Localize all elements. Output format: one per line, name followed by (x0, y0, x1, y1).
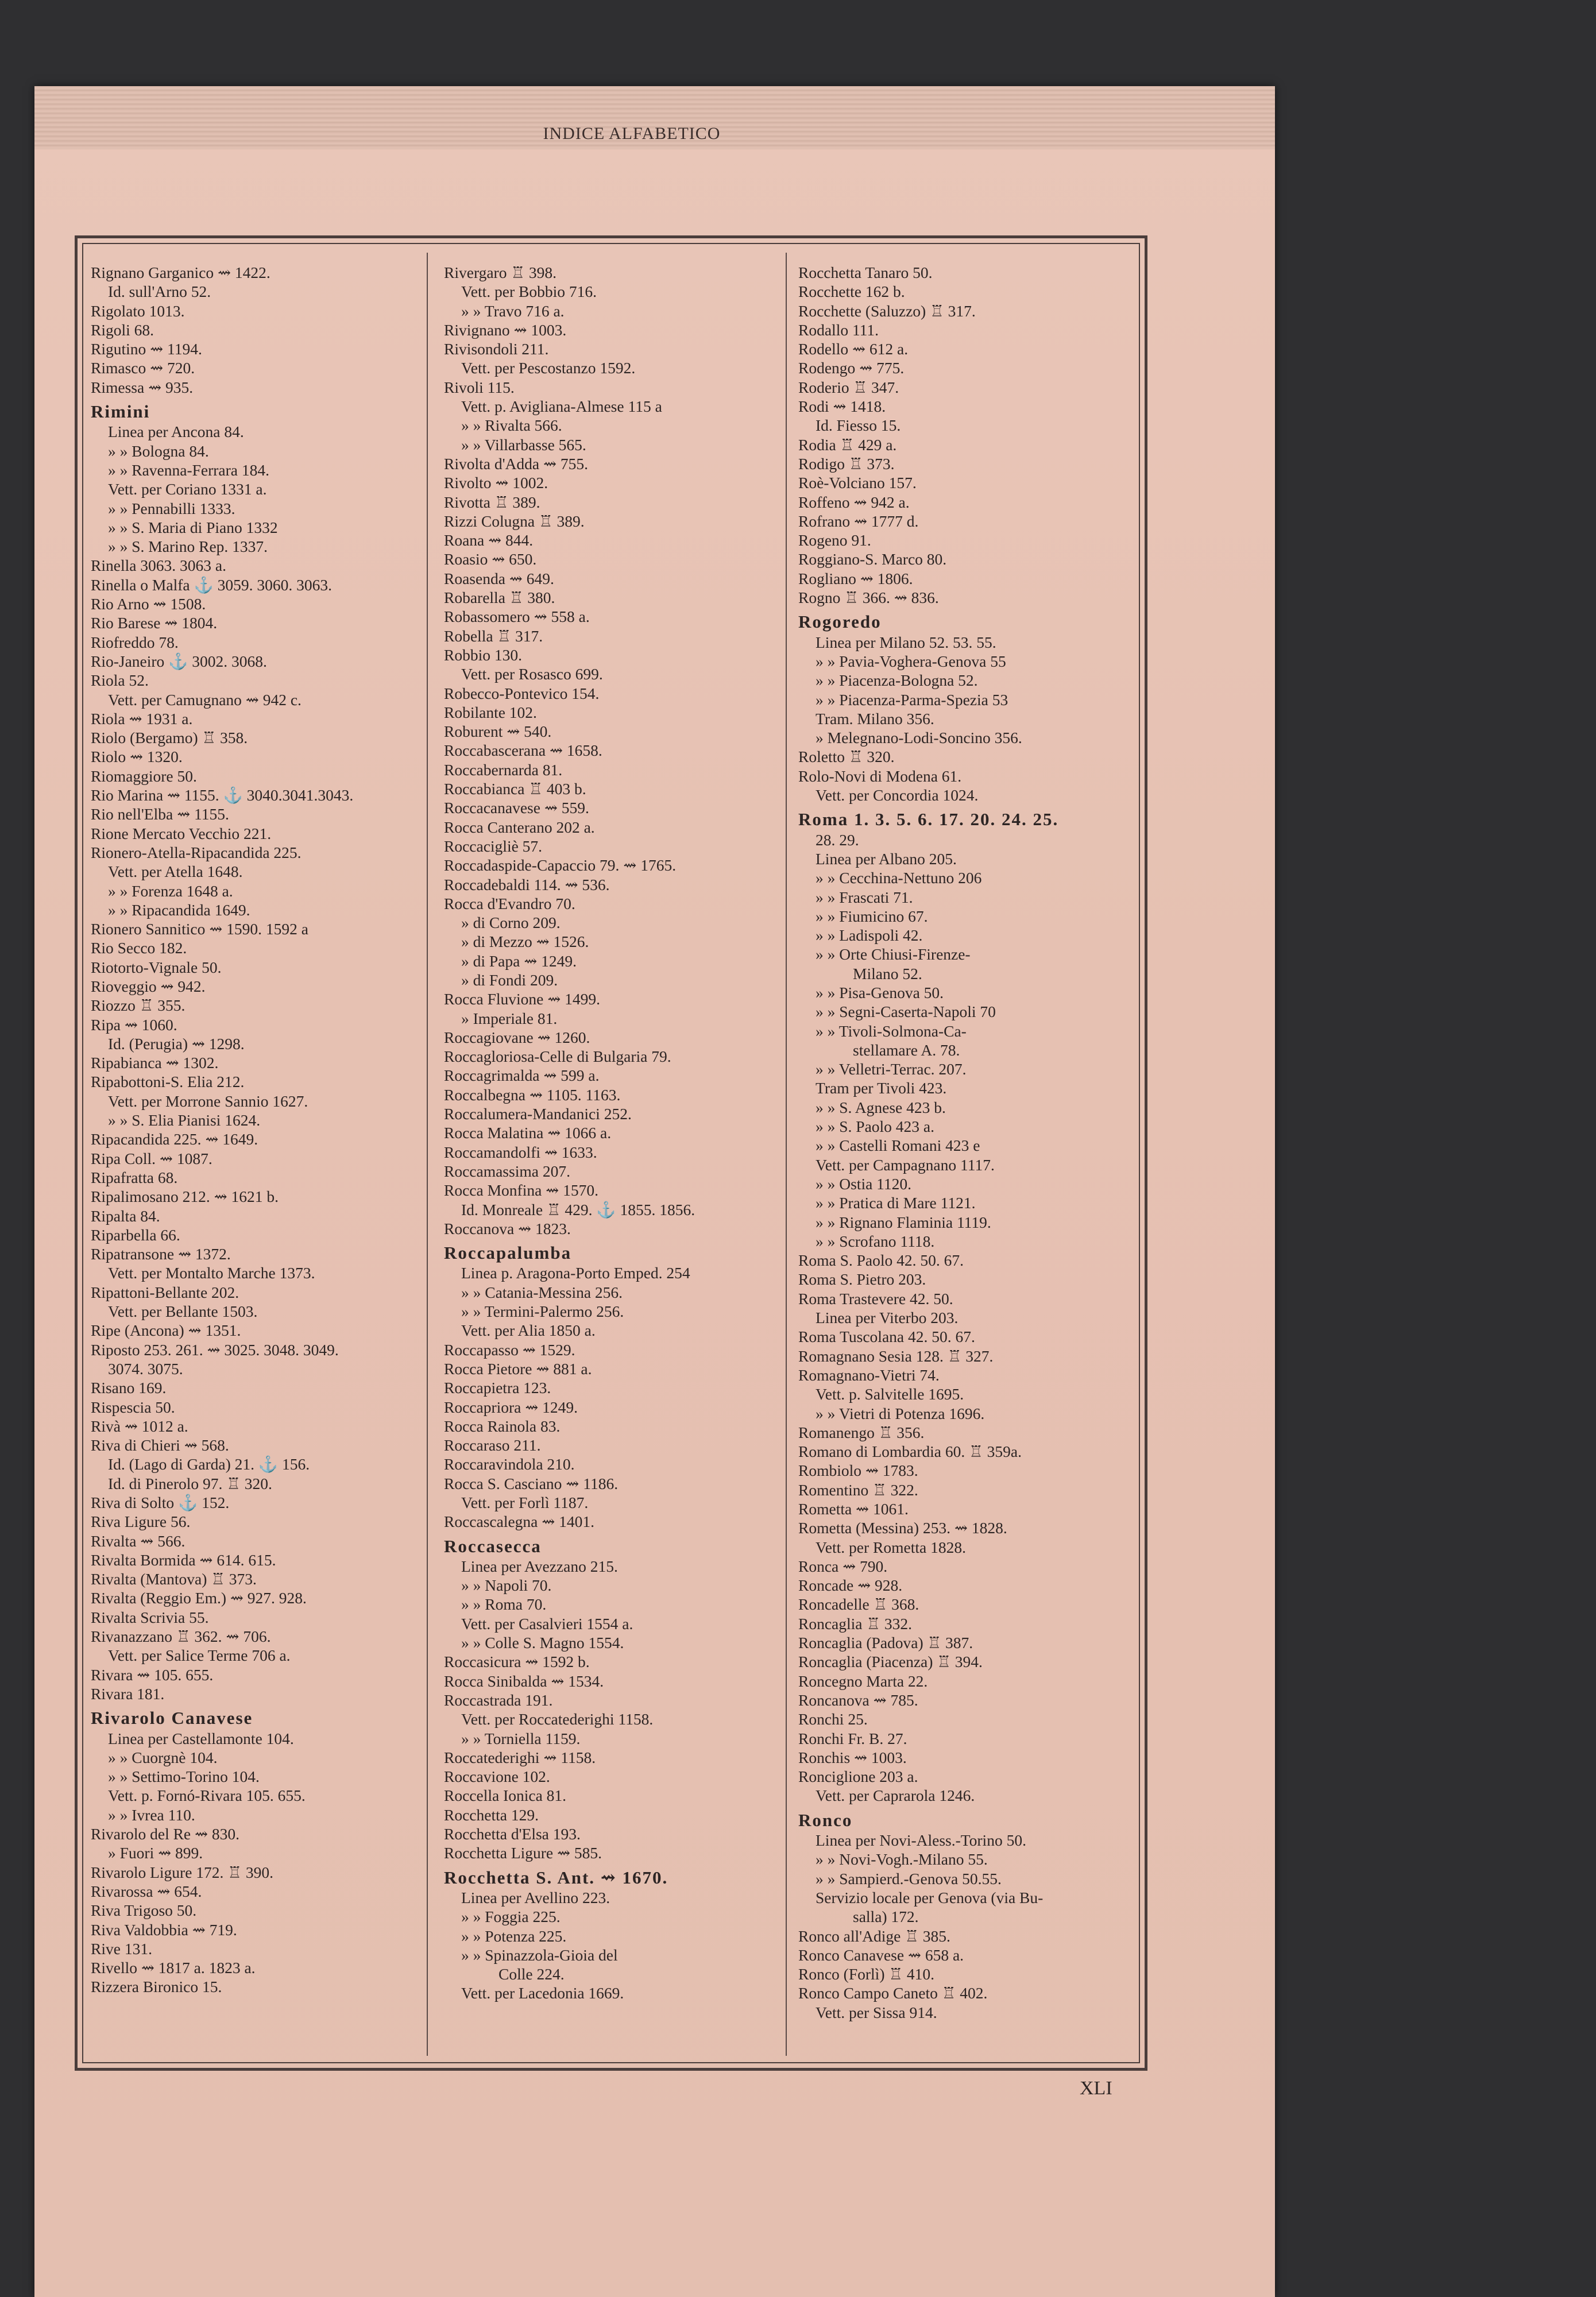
index-heading: Rogoredo (798, 612, 882, 632)
index-entry: Riva di Chieri ⇝ 568. (91, 1436, 229, 1455)
index-entry: Vett. p. Salvitelle 1695. (816, 1385, 964, 1403)
index-entry: Roccapietra 123. (444, 1379, 551, 1397)
index-entry: Rive 131. (91, 1939, 152, 1958)
index-entry: Vett. per Bobbio 716. (461, 283, 597, 301)
index-entry: Vett. per Morrone Sannio 1627. (108, 1092, 308, 1110)
index-entry: Rivà ⇝ 1012 a. (91, 1417, 188, 1435)
index-entry: Rivignano ⇝ 1003. (444, 320, 567, 339)
index-entry: stellamare A. 78. (853, 1041, 960, 1059)
index-entry: » » Piacenza-Bologna 52. (816, 671, 978, 690)
index-entry: » » Spinazzola-Gioia del (461, 1946, 618, 1964)
index-entry: » » Velletri-Terrac. 207. (816, 1060, 967, 1078)
page-number: XLI (1080, 2078, 1112, 2099)
index-entry: Riolo ⇝ 1320. (91, 748, 183, 766)
index-entry: Roccastrada 191. (444, 1691, 553, 1709)
page-header-title: INDICE ALFABETICO (543, 124, 721, 143)
index-entry: » » Forenza 1648 a. (108, 881, 233, 900)
index-entry: Tram. Milano 356. (816, 709, 934, 728)
index-entry: Id. Fiesso 15. (816, 416, 901, 435)
index-entry: Rocchetta d'Elsa 193. (444, 1825, 581, 1843)
index-entry: Roccamassima 207. (444, 1162, 570, 1180)
index-entry: Rocca Canterano 202 a. (444, 818, 595, 836)
index-entry: Rio Barese ⇝ 1804. (91, 614, 218, 632)
index-entry: Ripacandida 225. ⇝ 1649. (91, 1130, 258, 1148)
index-entry: Rinella o Malfa ⚓ 3059. 3060. 3063. (91, 575, 332, 594)
index-entry: Vett. per Roccatederighi 1158. (461, 1710, 654, 1728)
index-entry: Riparbella 66. (91, 1225, 180, 1244)
index-entry: Rio nell'Elba ⇝ 1155. (91, 805, 229, 823)
index-entry: Roncaglia ♖ 332. (798, 1614, 913, 1633)
index-entry: Rocchetta 129. (444, 1805, 539, 1824)
index-entry: Roasio ⇝ 650. (444, 550, 537, 569)
index-entry: Roncanova ⇝ 785. (798, 1691, 918, 1709)
index-entry: Rionero Sannitico ⇝ 1590. 1592 a (91, 920, 308, 938)
index-entry: Romano di Lombardia 60. ♖ 359a. (798, 1443, 1022, 1461)
index-entry: Rodengo ⇝ 775. (798, 359, 905, 377)
index-entry: Tram per Tivoli 423. (816, 1079, 947, 1097)
index-entry: Risano 169. (91, 1379, 167, 1397)
index-entry: Rivoli 115. (444, 378, 515, 396)
column-divider (427, 253, 428, 2056)
index-entry: Rivotta ♖ 389. (444, 493, 540, 511)
index-entry: Ronco Canavese ⇝ 658 a. (798, 1946, 964, 1964)
index-entry: » » Roma 70. (461, 1595, 547, 1614)
index-entry: Riola ⇝ 1931 a. (91, 709, 193, 728)
index-entry: Linea per Castellamonte 104. (108, 1729, 294, 1747)
index-entry: Riofreddo 78. (91, 633, 179, 651)
index-entry: » » S. Marino Rep. 1337. (108, 537, 268, 556)
index-entry: Id. Monreale ♖ 429. ⚓ 1855. 1856. (461, 1200, 695, 1219)
index-entry: » » Cuorgnè 104. (108, 1748, 218, 1766)
index-entry: Linea per Avezzano 215. (461, 1557, 618, 1575)
index-entry: Rocca Sinibalda ⇝ 1534. (444, 1672, 604, 1690)
index-entry: » Melegnano-Lodi-Soncino 356. (816, 729, 1022, 747)
index-entry: Vett. per Forlì 1187. (461, 1494, 589, 1511)
index-entry: Roma S. Paolo 42. 50. 67. (798, 1251, 964, 1270)
index-entry: Vett. per Concordia 1024. (816, 786, 979, 805)
index-entry: Rio Arno ⇝ 1508. (91, 595, 206, 613)
index-entry: Rizzi Colugna ♖ 389. (444, 512, 585, 530)
index-entry: Rigutino ⇝ 1194. (91, 340, 202, 358)
index-entry: » » Villarbasse 565. (461, 435, 586, 454)
index-entry: Rocca Monfina ⇝ 1570. (444, 1181, 598, 1200)
index-entry: Rivolto ⇝ 1002. (444, 474, 548, 492)
index-entry: Vett. per Bellante 1503. (108, 1302, 258, 1321)
index-entry: Linea per Ancona 84. (108, 423, 244, 441)
index-entry: Roggiano-S. Marco 80. (798, 550, 947, 569)
index-entry: » » S. Elia Pianisi 1624. (108, 1111, 261, 1130)
index-entry: » » Potenza 225. (461, 1927, 567, 1945)
index-entry: Roccagrimalda ⇝ 599 a. (444, 1066, 600, 1085)
index-entry: Robbio 130. (444, 645, 522, 664)
index-entry: » » Ripacandida 1649. (108, 900, 250, 919)
index-entry: Riva di Solto ⚓ 152. (91, 1494, 230, 1511)
index-column-1 (91, 263, 421, 1997)
index-entry: Ripalimosano 212. ⇝ 1621 b. (91, 1188, 279, 1206)
index-entry: Linea per Avellino 223. (461, 1888, 610, 1907)
index-entry: » » Fiumicino 67. (816, 907, 928, 925)
index-entry: Ripattoni-Bellante 202. (91, 1283, 239, 1301)
index-entry: Rodello ⇝ 612 a. (798, 340, 909, 358)
index-entry: Rivalta (Reggio Em.) ⇝ 927. 928. (91, 1589, 307, 1607)
index-entry: » » Novi-Vogh.-Milano 55. (816, 1850, 988, 1869)
index-entry: Ripabianca ⇝ 1302. (91, 1054, 219, 1072)
index-entry: Robecco-Pontevico 154. (444, 684, 600, 702)
index-entry: Linea per Albano 205. (816, 849, 957, 868)
index-entry: Rocchetta Ligure ⇝ 585. (444, 1844, 602, 1862)
index-entry: Roccabascerana ⇝ 1658. (444, 741, 602, 760)
index-entry: Vett. per Camugnano ⇝ 942 c. (108, 690, 302, 709)
index-entry: Roccavione 102. (444, 1768, 550, 1786)
index-entry: Riva Trigoso 50. (91, 1901, 197, 1920)
index-column-3 (798, 263, 1134, 2022)
index-entry: » » Torniella 1159. (461, 1729, 581, 1747)
index-entry: Rionero-Atella-Ripacandida 225. (91, 843, 302, 861)
index-entry: » » Ladispoli 42. (816, 926, 923, 945)
index-entry: Roasenda ⇝ 649. (444, 569, 554, 587)
index-entry: Rocca d'Evandro 70. (444, 894, 575, 912)
index-entry: Rivalta ⇝ 566. (91, 1532, 186, 1550)
index-heading: Ronco (798, 1809, 853, 1830)
index-entry: Roccalbegna ⇝ 1105. 1163. (444, 1085, 621, 1104)
index-entry: Rivisondoli 211. (444, 340, 549, 358)
index-entry: Roccagloriosa-Celle di Bulgaria 79. (444, 1047, 671, 1066)
index-entry: » » Catania-Messina 256. (461, 1283, 623, 1301)
index-entry: Rigolato 1013. (91, 301, 185, 320)
index-entry: Rocca Rainola 83. (444, 1417, 561, 1435)
index-entry: Ripafratta 68. (91, 1168, 178, 1186)
index-entry: Rivalta (Mantova) ♖ 373. (91, 1570, 257, 1588)
index-entry: Vett. per Coriano 1331 a. (108, 480, 267, 498)
index-entry: » » Pisa-Genova 50. (816, 983, 944, 1001)
index-entry: » Imperiale 81. (461, 1009, 558, 1027)
index-entry: Rocca S. Casciano ⇝ 1186. (444, 1474, 619, 1492)
index-entry: Roccacanavese ⇝ 559. (444, 799, 589, 817)
index-entry: Robassomero ⇝ 558 a. (444, 608, 590, 626)
index-entry: Romanengo ♖ 356. (798, 1423, 925, 1441)
index-entry: » Fuori ⇝ 899. (108, 1844, 203, 1862)
index-entry: Rioveggio ⇝ 942. (91, 977, 206, 995)
index-entry: » » Rignano Flaminia 1119. (816, 1213, 991, 1231)
index-entry: Ripalta 84. (91, 1206, 160, 1225)
index-entry: Ronco all'Adige ♖ 385. (798, 1927, 950, 1945)
index-entry: » » Castelli Romani 423 e (816, 1136, 980, 1155)
index-entry: Roncaglia (Padova) ♖ 387. (798, 1634, 973, 1652)
index-entry: Id. (Lago di Garda) 21. ⚓ 156. (108, 1455, 310, 1474)
index-entry: » di Fondi 209. (461, 970, 558, 989)
index-entry: Rolo-Novi di Modena 61. (798, 767, 962, 785)
index-entry: Ronchi 25. (798, 1710, 868, 1728)
index-entry: Ripe (Ancona) ⇝ 1351. (91, 1321, 241, 1340)
index-entry: Vett. per Sissa 914. (816, 2003, 937, 2021)
index-entry: Roccaravindola 210. (444, 1455, 575, 1474)
index-entry: » » Bologna 84. (108, 442, 209, 460)
index-entry: » » Ravenna-Ferrara 184. (108, 461, 270, 479)
index-entry: Roccadebaldi 114. ⇝ 536. (444, 875, 610, 894)
index-entry: » di Corno 209. (461, 914, 561, 932)
index-entry: Vett. per Casalvieri 1554 a. (461, 1614, 633, 1633)
index-entry: salla) 172. (853, 1908, 919, 1926)
index-entry: Rocca Malatina ⇝ 1066 a. (444, 1124, 612, 1142)
index-entry: 3074. 3075. (108, 1359, 183, 1378)
index-entry: Robarella ♖ 380. (444, 589, 555, 607)
index-entry: Ripabottoni-S. Elia 212. (91, 1073, 245, 1091)
index-entry: » » Ostia 1120. (816, 1174, 912, 1193)
index-entry: » » Piacenza-Parma-Spezia 53 (816, 690, 1008, 709)
index-entry: Rocchette (Saluzzo) ♖ 317. (798, 301, 976, 320)
index-entry: » » Ivrea 110. (108, 1805, 195, 1824)
index-entry: Rocchetta Tanaro 50. (798, 264, 933, 281)
index-entry: Riotorto-Vignale 50. (91, 958, 222, 976)
index-entry: Roccalumera-Mandanici 252. (444, 1105, 632, 1123)
index-entry: Rivarolo del Re ⇝ 830. (91, 1825, 240, 1843)
index-entry: Rogliano ⇝ 1806. (798, 569, 913, 587)
index-entry: Rivarolo Ligure 172. ♖ 390. (91, 1863, 273, 1881)
index-entry: Roccatederighi ⇝ 1158. (444, 1748, 596, 1766)
index-entry: Romagnano-Vietri 74. (798, 1366, 940, 1384)
index-entry: Rivarossa ⇝ 654. (91, 1882, 202, 1900)
index-entry: Rivara ⇝ 105. 655. (91, 1665, 214, 1684)
index-entry: Roncadelle ♖ 368. (798, 1595, 919, 1614)
index-entry: Roma Trastevere 42. 50. (798, 1289, 953, 1308)
index-entry: » » S. Paolo 423 a. (816, 1117, 935, 1136)
index-entry: Vett. p. Fornó-Rivara 105. 655. (108, 1786, 306, 1805)
index-entry: Ripa ⇝ 1060. (91, 1015, 177, 1034)
index-entry: Roccapasso ⇝ 1529. (444, 1340, 575, 1359)
index-entry: » » Colle S. Magno 1554. (461, 1634, 624, 1652)
index-entry: Rispescia 50. (91, 1398, 175, 1416)
index-entry: Vett. per Caprarola 1246. (816, 1786, 975, 1805)
index-entry: Rogno ♖ 366. ⇝ 836. (798, 589, 939, 607)
index-entry: Rivara 181. (91, 1684, 165, 1703)
index-entry: » di Papa ⇝ 1249. (461, 952, 577, 970)
index-entry: Roderio ♖ 347. (798, 378, 899, 396)
index-entry: Riolo (Bergamo) ♖ 358. (91, 729, 248, 747)
index-entry: Linea per Novi-Aless.-Torino 50. (816, 1831, 1026, 1850)
index-entry: Robella ♖ 317. (444, 627, 543, 645)
column-divider (786, 253, 787, 2056)
index-entry: Rombiolo ⇝ 1783. (798, 1461, 918, 1480)
index-entry: » » Frascati 71. (816, 888, 913, 906)
index-entry: Rivello ⇝ 1817 a. 1823 a. (91, 1959, 256, 1977)
index-entry: Roccanova ⇝ 1823. (444, 1219, 571, 1238)
index-entry: » » S. Maria di Piano 1332 (108, 518, 278, 536)
index-entry: Servizio locale per Genova (via Bu- (816, 1888, 1044, 1907)
index-entry: Ripatransone ⇝ 1372. (91, 1245, 231, 1263)
index-entry: Rio Marina ⇝ 1155. ⚓ 3040.3041.3043. (91, 786, 354, 805)
index-entry: » di Mezzo ⇝ 1526. (461, 933, 589, 951)
index-entry: Rodi ⇝ 1418. (798, 397, 886, 416)
index-heading: Roma 1. 3. 5. 6. 17. 20. 24. 25. (798, 809, 1059, 830)
index-entry: Roburent ⇝ 540. (444, 722, 552, 741)
index-entry: » » Travo 716 a. (461, 301, 565, 320)
index-entry: Roccascalegna ⇝ 1401. (444, 1513, 595, 1531)
index-entry: Roccabianca ♖ 403 b. (444, 780, 586, 798)
index-entry: Ronca ⇝ 790. (798, 1557, 888, 1575)
index-column-2 (444, 263, 780, 2003)
index-entry: Roma Tuscolana 42. 50. 67. (798, 1328, 975, 1346)
index-entry: 28. 29. (816, 830, 859, 849)
index-entry: » » S. Agnese 423 b. (816, 1098, 946, 1116)
index-entry: Rocchette 162 b. (798, 283, 905, 301)
index-heading: Roccapalumba (444, 1243, 572, 1263)
index-entry: Ronciglione 203 a. (798, 1768, 918, 1786)
index-entry: Rometta ⇝ 1061. (798, 1500, 909, 1518)
index-entry: Vett. per Salice Terme 706 a. (108, 1646, 291, 1665)
index-entry: » » Scrofano 1118. (816, 1232, 935, 1250)
index-entry: Linea per Milano 52. 53. 55. (816, 633, 996, 651)
index-entry: Vett. per Atella 1648. (108, 863, 243, 881)
index-entry: » » Orte Chiusi-Firenze- (816, 945, 971, 964)
index-entry: » » Termini-Palermo 256. (461, 1302, 624, 1321)
index-entry: Riva Valdobbia ⇝ 719. (91, 1920, 237, 1939)
index-entry: » » Napoli 70. (461, 1576, 552, 1595)
index-entry: Roncaglia (Piacenza) ♖ 394. (798, 1653, 983, 1671)
index-entry: Linea per Viterbo 203. (816, 1309, 959, 1327)
index-entry: Roana ⇝ 844. (444, 531, 534, 550)
index-entry: Vett. per Montalto Marche 1373. (108, 1264, 315, 1282)
index-entry: » » Pratica di Mare 1121. (816, 1194, 976, 1212)
index-entry: Vett. per Campagnano 1117. (816, 1155, 995, 1174)
index-heading: Rocchetta S. Ant. ⇝ 1670. (444, 1867, 668, 1888)
index-entry: Colle 224. (498, 1965, 565, 1983)
index-heading: Rivarolo Canavese (91, 1708, 253, 1728)
index-entry: Roma S. Pietro 203. (798, 1270, 926, 1289)
index-entry: » » Segni-Caserta-Napoli 70 (816, 1003, 996, 1021)
index-entry: Rivalta Scrivia 55. (91, 1608, 209, 1626)
index-entry: Rivolta d'Adda ⇝ 755. (444, 454, 589, 473)
index-entry: Roccella Ionica 81. (444, 1786, 567, 1805)
index-entry: Ronco Campo Caneto ♖ 402. (798, 1984, 988, 2002)
index-entry: » » Settimo-Torino 104. (108, 1768, 260, 1786)
index-entry: » » Foggia 225. (461, 1908, 561, 1926)
index-entry: Rio-Janeiro ⚓ 3002. 3068. (91, 652, 267, 670)
index-heading: Roccasecca (444, 1536, 542, 1556)
index-entry: Id. sull'Arno 52. (108, 283, 211, 301)
index-entry: Linea p. Aragona-Porto Emped. 254 (461, 1264, 690, 1282)
index-entry: Romagnano Sesia 128. ♖ 327. (798, 1347, 994, 1365)
index-entry: Ripa Coll. ⇝ 1087. (91, 1149, 212, 1167)
index-entry: Vett. per Rosasco 699. (461, 665, 603, 683)
index-entry: Riozzo ♖ 355. (91, 996, 186, 1015)
index-entry: Riva Ligure 56. (91, 1513, 191, 1531)
index-entry: Roccacigliè 57. (444, 837, 543, 855)
index-entry: Vett. per Alia 1850 a. (461, 1321, 596, 1340)
index-entry: Rometta (Messina) 253. ⇝ 1828. (798, 1519, 1007, 1537)
index-heading: Rimini (91, 401, 150, 422)
index-entry: Vett. per Pescostanzo 1592. (461, 359, 636, 377)
index-entry: Id. di Pinerolo 97. ♖ 320. (108, 1474, 272, 1492)
index-entry: » » Vietri di Potenza 1696. (816, 1404, 985, 1422)
index-entry: Rivanazzano ♖ 362. ⇝ 706. (91, 1627, 271, 1646)
index-entry: Rodia ♖ 429 a. (798, 435, 897, 454)
index-entry: Roffeno ⇝ 942 a. (798, 493, 910, 511)
index-entry: Roccagiovane ⇝ 1260. (444, 1028, 590, 1046)
index-entry: Rigoli 68. (91, 320, 154, 339)
index-entry: Roncade ⇝ 928. (798, 1576, 903, 1595)
index-entry: Rofrano ⇝ 1777 d. (798, 512, 919, 530)
index-entry: » » Sampierd.-Genova 50.55. (816, 1869, 1002, 1888)
index-entry: Roè-Volciano 157. (798, 474, 917, 492)
index-entry: Rinella 3063. 3063 a. (91, 556, 227, 575)
index-entry: Romentino ♖ 322. (798, 1480, 918, 1499)
index-entry: Id. (Perugia) ⇝ 1298. (108, 1034, 245, 1053)
index-entry: Milano 52. (853, 964, 922, 983)
index-entry: » » Rivalta 566. (461, 416, 562, 435)
index-entry: Rocca Pietore ⇝ 881 a. (444, 1359, 592, 1378)
index-entry: Robilante 102. (444, 703, 537, 721)
index-entry: Rignano Garganico ⇝ 1422. (91, 264, 270, 281)
index-entry: Rocca Fluvione ⇝ 1499. (444, 990, 601, 1008)
index-entry: Vett. per Lacedonia 1669. (461, 1984, 624, 2002)
index-entry: » » Pavia-Voghera-Genova 55 (816, 652, 1006, 670)
index-entry: Ronco (Forlì) ♖ 410. (798, 1965, 934, 1983)
index-entry: Roccamandolfi ⇝ 1633. (444, 1143, 597, 1161)
index-entry: Ronchis ⇝ 1003. (798, 1748, 907, 1766)
index-entry: Rodallo 111. (798, 320, 879, 339)
index-entry: Riola 52. (91, 671, 149, 690)
index-entry: Vett. per Rometta 1828. (816, 1538, 966, 1556)
index-entry: Roccadaspide-Capaccio 79. ⇝ 1765. (444, 856, 677, 875)
index-entry: Roletto ♖ 320. (798, 748, 895, 766)
index-entry: Ronchi Fr. B. 27. (798, 1729, 907, 1747)
index-entry: Rimessa ⇝ 935. (91, 378, 194, 396)
index-entry: Roccasicura ⇝ 1592 b. (444, 1653, 590, 1671)
index-entry: Rodigo ♖ 373. (798, 454, 895, 473)
index-entry: Riomaggiore 50. (91, 767, 197, 785)
index-entry: Roccaraso 211. (444, 1436, 541, 1455)
index-entry: Rio Secco 182. (91, 939, 187, 957)
index-entry: » » Tivoli-Solmona-Ca- (816, 1022, 967, 1040)
index-entry: Riposto 253. 261. ⇝ 3025. 3048. 3049. (91, 1340, 339, 1359)
index-entry: Rogeno 91. (798, 531, 871, 550)
index-entry: Rimasco ⇝ 720. (91, 359, 195, 377)
index-entry: » » Cecchina-Nettuno 206 (816, 869, 982, 887)
index-entry: Roccapriora ⇝ 1249. (444, 1398, 578, 1416)
index-entry: Vett. p. Avigliana-Almese 115 a (461, 397, 662, 416)
index-entry: Rivalta Bormida ⇝ 614. 615. (91, 1550, 276, 1569)
index-entry: Rione Mercato Vecchio 221. (91, 824, 272, 842)
index-entry: Roccabernarda 81. (444, 760, 563, 779)
index-entry: Rizzera Bironico 15. (91, 1978, 222, 1996)
index-entry: Roncegno Marta 22. (798, 1672, 928, 1690)
index-entry: » » Pennabilli 1333. (108, 499, 235, 517)
index-entry: Rivergaro ♖ 398. (444, 264, 557, 281)
